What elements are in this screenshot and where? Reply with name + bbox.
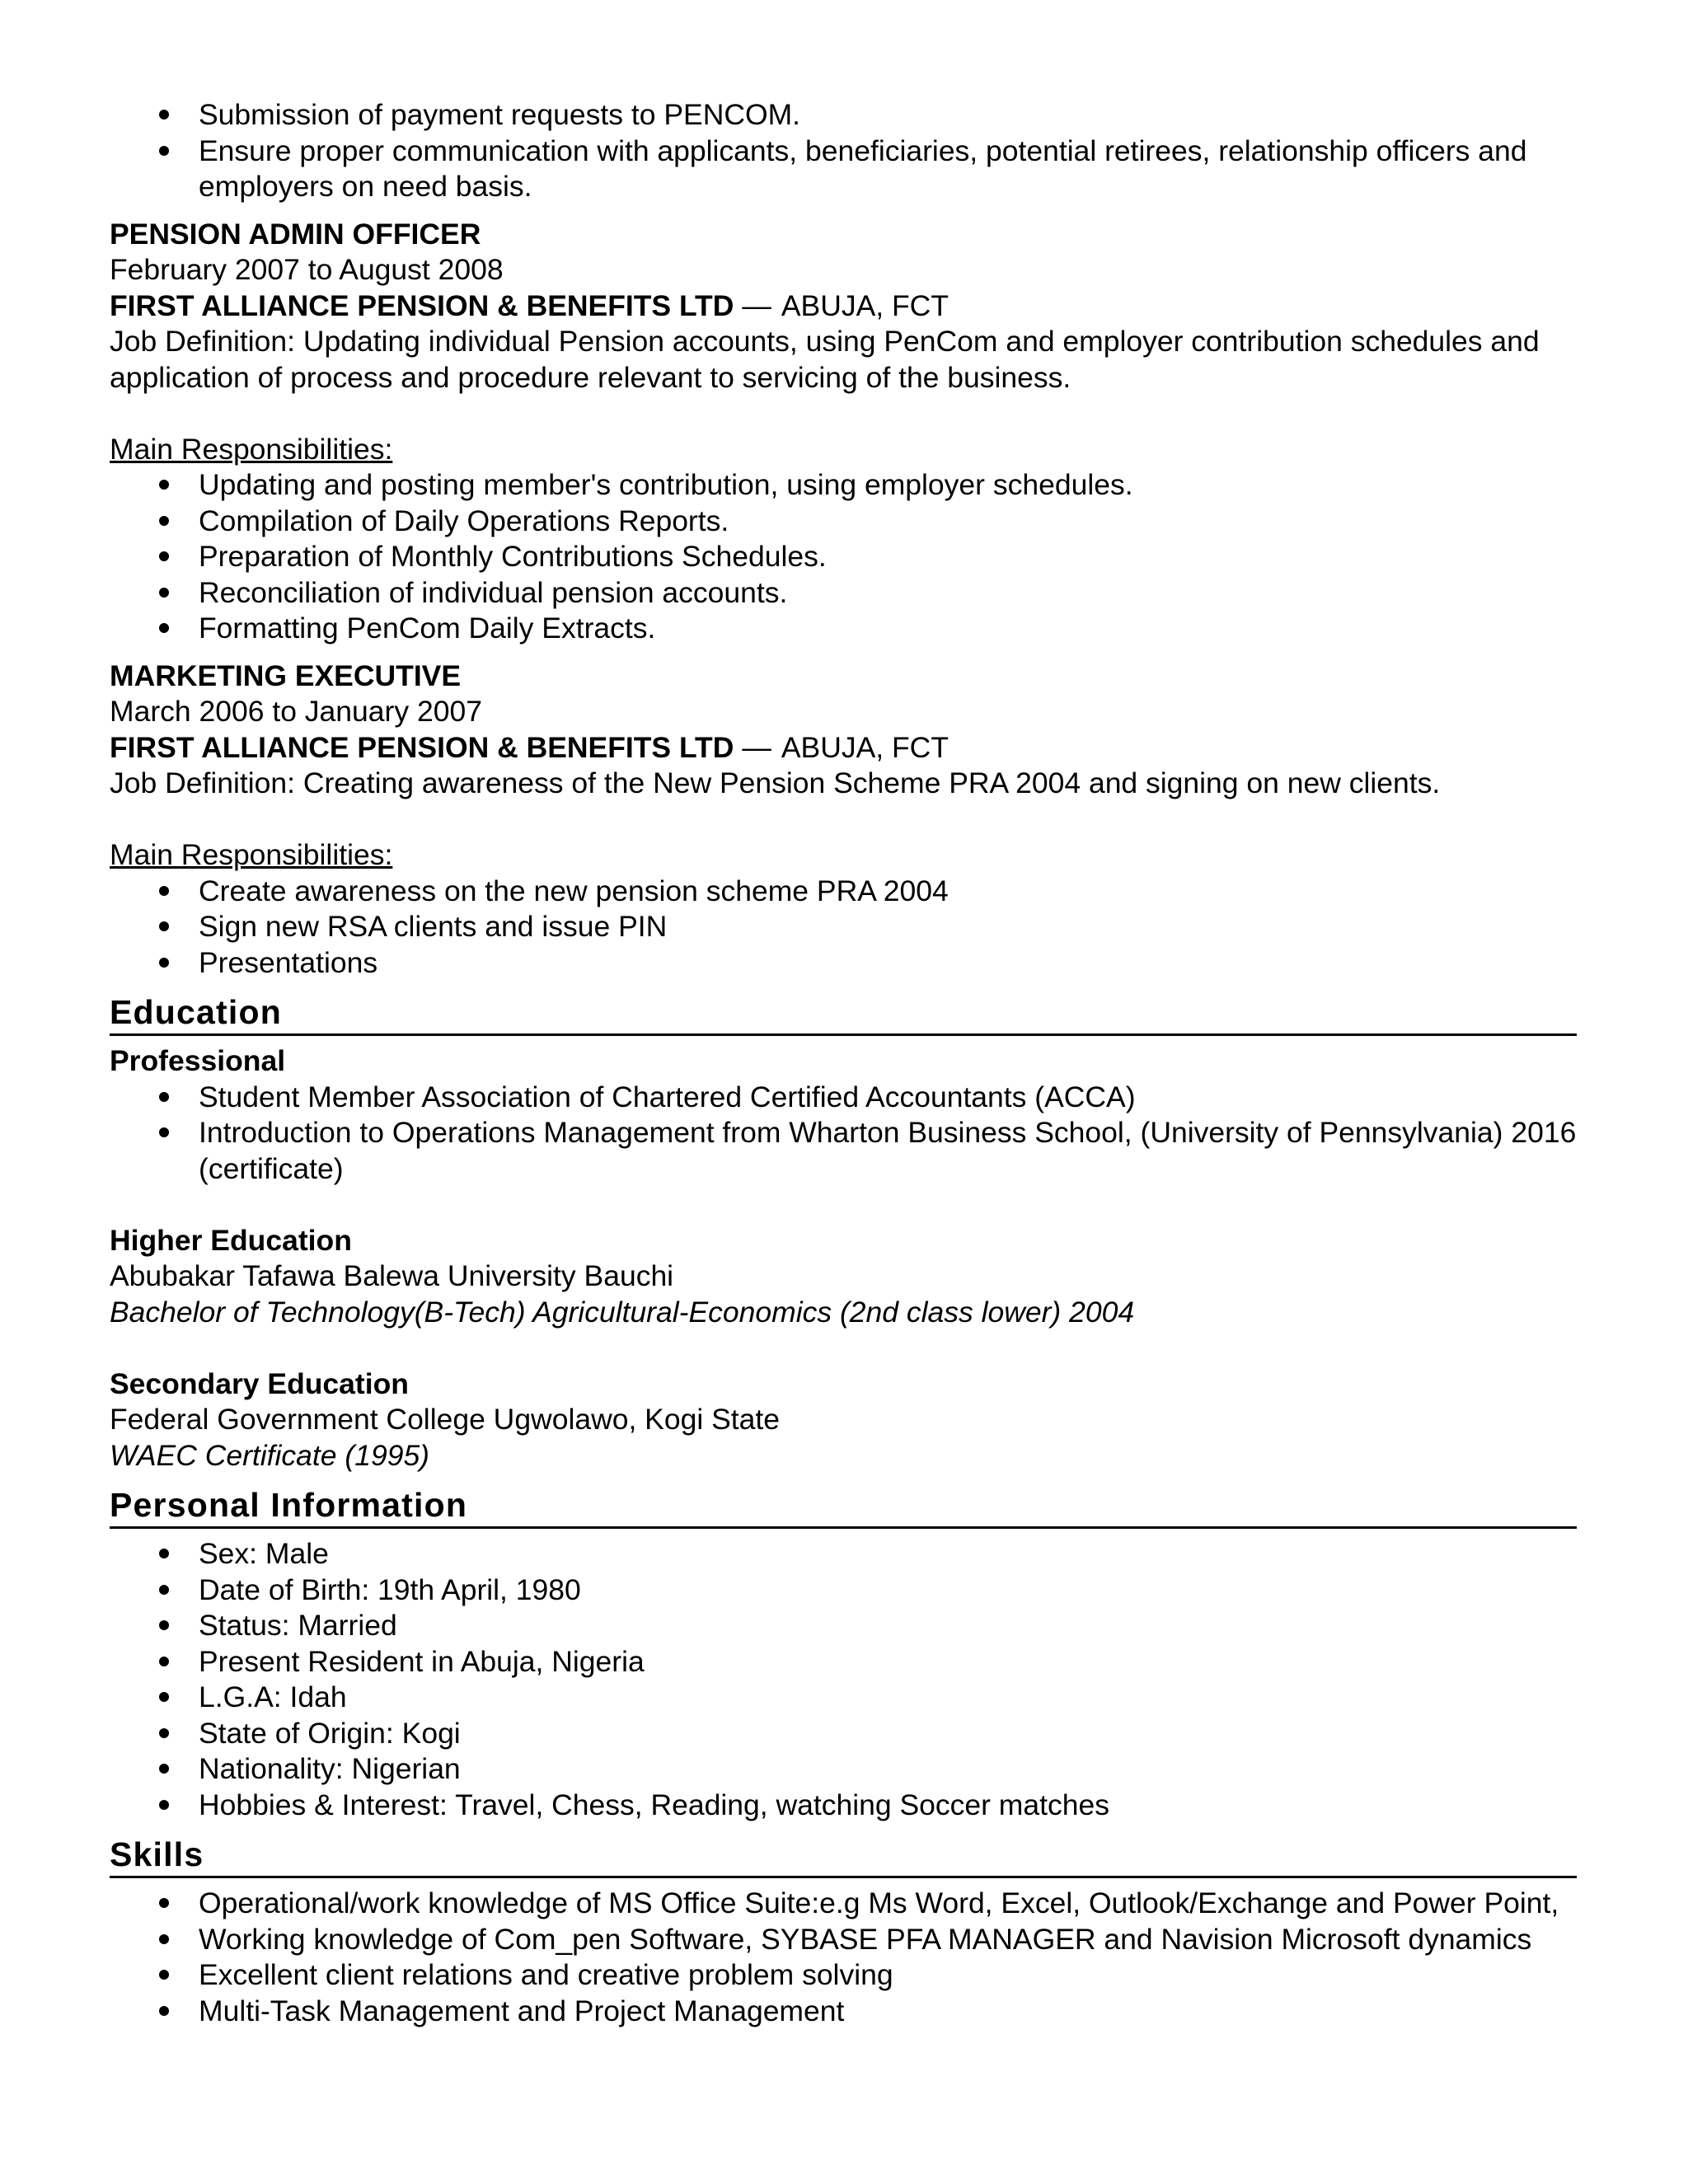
bullet-icon [159, 2006, 169, 2016]
responsibilities-label: Main Responsibilities: [110, 432, 393, 466]
section-heading-personal-information: Personal Information [110, 1485, 1577, 1529]
bullet-icon [159, 921, 169, 931]
responsibilities-list [110, 467, 1577, 647]
secondary-education-school: Federal Government College Ugwolawo, Kogi State [110, 1403, 780, 1436]
secondary-education-label: Secondary Education [110, 1366, 409, 1400]
list-item: Operational/work knowledge of MS Office Suite:e.g Ms Word, Excel, Outlook/Exchange and Power Point, [110, 1886, 1577, 1922]
bullet-icon [159, 516, 169, 526]
job-definition: Job Definition: Updating individual Pension accounts, using PenCom and employer contribution schedules and application of process and procedure relevant to servicing of the business. [110, 325, 1540, 394]
personal-information-list [110, 1536, 1577, 1823]
list-item: Nationality: Nigerian [110, 1751, 1577, 1788]
list-item: Compilation of Daily Operations Reports. [110, 504, 1577, 540]
separator-dash: — [742, 288, 771, 322]
higher-education-degree: Bachelor of Technology(B-Tech) Agricultural-Economics (2nd class lower) 2004 [110, 1295, 1135, 1329]
bullet-icon [159, 480, 169, 490]
company-name: FIRST ALLIANCE PENSION & BENEFITS LTD [110, 730, 734, 764]
professional-label: Professional [110, 1044, 286, 1077]
job-title: PENSION ADMIN OFFICER [110, 217, 481, 251]
bullet-icon [159, 886, 169, 896]
bullet-icon [159, 110, 169, 120]
separator-dash: — [742, 730, 771, 764]
bullet-icon [159, 1970, 169, 1980]
bullet-icon [159, 1585, 169, 1595]
resume-page [110, 97, 1577, 2029]
list-item: Introduction to Operations Management from Wharton Business School, (University of Pennsylvania) 2016 (certificate) [110, 1115, 1577, 1187]
list-item: Submission of payment requests to PENCOM. [110, 97, 1577, 134]
bullet-icon [159, 1549, 169, 1558]
bullet-icon [159, 623, 169, 633]
education-section [110, 1043, 1577, 1474]
job-employer [110, 288, 1577, 325]
bullet-icon [159, 1692, 169, 1702]
job-employer [110, 730, 1577, 766]
secondary-education-certificate: WAEC Certificate (1995) [110, 1438, 430, 1472]
bullet-icon [159, 1800, 169, 1810]
previous-job-responsibilities [110, 97, 1577, 205]
list-item: Presentations [110, 945, 1577, 982]
list-item: Date of Birth: 19th April, 1980 [110, 1572, 1577, 1609]
job-definition: Job Definition: Creating awareness of the New Pension Scheme PRA 2004 and signing on new clients. [110, 766, 1441, 799]
list-item: Working knowledge of Com_pen Software, SYBASE PFA MANAGER and Navision Microsoft dynamics [110, 1922, 1577, 1958]
list-item: Create awareness on the new pension scheme PRA 2004 [110, 874, 1577, 910]
company-location: ABUJA, FCT [781, 730, 949, 764]
list-item: Sex: Male [110, 1536, 1577, 1572]
job-entry [110, 658, 1577, 982]
bullet-icon [159, 958, 169, 968]
responsibilities-label: Main Responsibilities: [110, 838, 393, 871]
bullet-icon [159, 588, 169, 598]
job-title: MARKETING EXECUTIVE [110, 658, 462, 692]
bullet-icon [159, 146, 169, 156]
company-name: FIRST ALLIANCE PENSION & BENEFITS LTD [110, 288, 734, 322]
section-heading-education: Education [110, 992, 1577, 1036]
skills-list [110, 1886, 1577, 2029]
list-item: Reconciliation of individual pension accounts. [110, 575, 1577, 612]
list-item: Multi-Task Management and Project Management [110, 1994, 1577, 2030]
list-item: Updating and posting member's contribution, using employer schedules. [110, 467, 1577, 504]
list-item: Hobbies & Interest: Travel, Chess, Reading, watching Soccer matches [110, 1788, 1577, 1824]
higher-education-label: Higher Education [110, 1223, 352, 1257]
list-item: L.G.A: Idah [110, 1680, 1577, 1716]
job-entry [110, 217, 1577, 647]
list-item: Ensure proper communication with applicants, beneficiaries, potential retirees, relationship officers and employers on need basis. [110, 134, 1577, 205]
bullet-icon [159, 1764, 169, 1774]
bullet-icon [159, 1657, 169, 1666]
list-item: Formatting PenCom Daily Extracts. [110, 611, 1577, 647]
bullet-icon [159, 1092, 169, 1102]
list-item: Student Member Association of Chartered Certified Accountants (ACCA) [110, 1080, 1577, 1116]
bullet-icon [159, 1934, 169, 1944]
bullet-icon [159, 1620, 169, 1630]
bullet-icon [159, 1127, 169, 1137]
list-item: Sign new RSA clients and issue PIN [110, 909, 1577, 945]
list-item: Present Resident in Abuja, Nigeria [110, 1644, 1577, 1680]
list-item: Status: Married [110, 1608, 1577, 1644]
list-item: Preparation of Monthly Contributions Schedules. [110, 539, 1577, 575]
bullet-icon [159, 1728, 169, 1738]
responsibilities-list [110, 874, 1577, 982]
bullet-icon [159, 551, 169, 561]
job-dates: March 2006 to January 2007 [110, 695, 482, 728]
higher-education-school: Abubakar Tafawa Balewa University Bauchi [110, 1259, 674, 1292]
company-location: ABUJA, FCT [781, 288, 949, 322]
job-dates: February 2007 to August 2008 [110, 253, 504, 286]
bullet-icon [159, 1898, 169, 1908]
professional-list [110, 1080, 1577, 1188]
list-item: Excellent client relations and creative problem solving [110, 1957, 1577, 1994]
list-item: State of Origin: Kogi [110, 1716, 1577, 1752]
section-heading-skills: Skills [110, 1835, 1577, 1878]
